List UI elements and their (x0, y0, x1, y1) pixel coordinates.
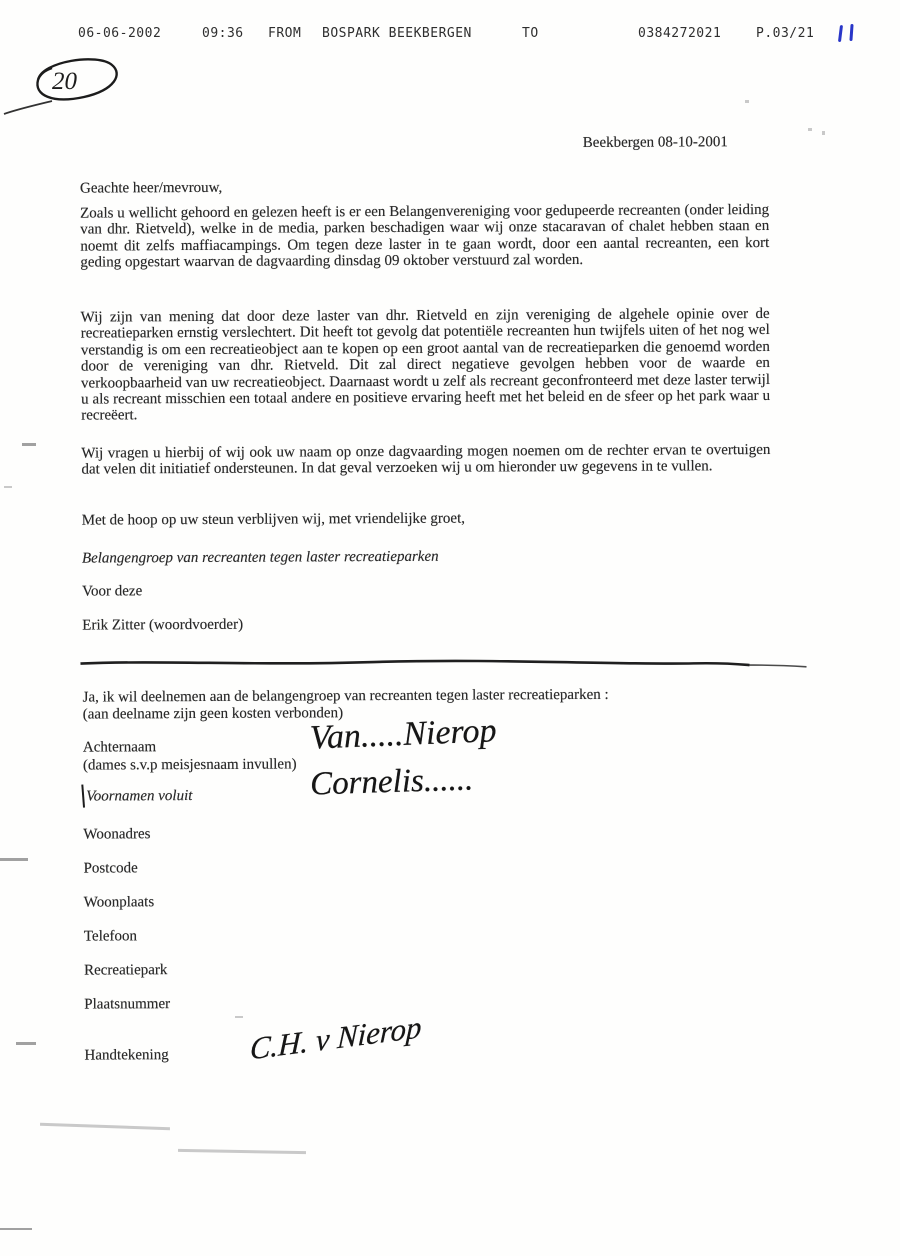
letter-date: Beekbergen 08-10-2001 (582, 134, 728, 151)
scan-noise-mark (745, 100, 749, 103)
handwritten-given-names: Cornelis...... (309, 761, 474, 803)
divider-stroke (80, 659, 749, 668)
paragraph-2: Wij zijn van mening dat door deze laster van dhr. Rietveld en zijn vereniging de algehele opinie over de recreatieparken ernstig verslechtert. Dit heeft tot gevolg dat potentiële recreanten hun twijfels uiten of het nog wel verstandig is om een recreatieobject aan te kopen op een groot aantal van de recreatieparken die genoemd worden door de vereniging van dhr. Rietveld. Dit zal direct negatieve gevolgen hebben voor de waarde en verkoopbaarheid van uw recreatieobject. Daarnaast wordt u zelf als recreant geconfronteerd met deze laster terwijl u als recreant misschien een totaal andere en positieve ervaring heeft met het beleid en de sfeer op het park waar u recreëert. (80, 305, 771, 425)
circled-number-text: 20 (52, 68, 77, 95)
closing-line: Met de hoop op uw steun verblijven wij, met vriendelijke groet, (81, 510, 466, 529)
scan-noise-mark (0, 858, 28, 861)
fax-sender: BOSPARK BEEKBERGEN (322, 26, 472, 41)
field-label-handtekening: Handtekening (84, 1047, 169, 1064)
spokesperson-line: Erik Zitter (woordvoerder) (82, 616, 244, 634)
scan-noise-mark (0, 1228, 32, 1230)
paragraph-1: Zoals u wellicht gehoord en gelezen heeft is er een Belangenvereniging voor gedupeerde recreanten (onder leiding van dhr. Rietveld), welke in de media, parken beschadigen waar wij onze stacaravan of chalet hebben staan en noemt dit zelfs maffiacampings. Om tegen deze laster in te gaan wordt, door een aantal recreanten, een kort geding opgestart waarvan de dagvaarding dinsdag 09 oktober verstuurd zal worden. (80, 201, 770, 271)
field-label-telefoon: Telefoon (83, 928, 138, 945)
scan-noise-mark (16, 1042, 36, 1045)
salutation: Geachte heer/mevrouw, (79, 179, 223, 197)
handwritten-surname: Van.....Nierop (309, 712, 498, 757)
field-note-achternaam: (dames s.v.p meisjesnaam invullen) (82, 756, 297, 774)
handwritten-signature: C.H. v Nierop (249, 1009, 423, 1067)
field-label-postcode: Postcode (83, 860, 138, 877)
field-label-woonadres: Woonadres (83, 826, 151, 843)
stray-pen-stroke (81, 785, 85, 808)
fax-from-label: FROM (268, 26, 302, 41)
divider-tail (749, 665, 806, 667)
on-behalf-line: Voor deze (82, 583, 143, 600)
form-intro: Ja, ik wil deelnemen aan de belangengroep van recreanten tegen laster recreatieparken : (82, 686, 609, 706)
fax-time: 09:36 (202, 26, 244, 41)
fax-date: 06-06-2002 (78, 26, 162, 41)
fax-to-label: TO (522, 26, 539, 41)
scan-noise-mark (808, 128, 812, 131)
paragraph-3: Wij vragen u hierbij of wij ook uw naam op onze dagvaarding mogen noemen om de rechter ervan te overtuigen dat velen dit initiatief ondersteunen. In dat geval verzoeken wij u om hieronder uw gegevens in te vullen. (81, 441, 771, 478)
fax-page-indicator: P.03/21 (756, 26, 815, 41)
field-label-woonplaats: Woonplaats (83, 894, 155, 911)
fax-to-number: 0384272021 (638, 26, 722, 41)
divider-line (73, 656, 813, 676)
scan-noise-mark (22, 443, 36, 446)
scan-noise-mark (4, 486, 12, 488)
scan-noise-mark (822, 131, 825, 135)
field-label-voornamen: Voornamen voluit (86, 788, 193, 805)
field-label-plaatsnummer: Plaatsnummer (84, 996, 171, 1013)
form-intro-note: (aan deelname zijn geen kosten verbonden) (82, 705, 344, 723)
field-label-achternaam: Achternaam (82, 739, 157, 756)
organization-name: Belangengroep van recreanten tegen laster recreatieparken (81, 548, 439, 567)
scan-noise-mark (235, 1016, 243, 1018)
field-label-recreatiepark: Recreatiepark (84, 962, 168, 979)
